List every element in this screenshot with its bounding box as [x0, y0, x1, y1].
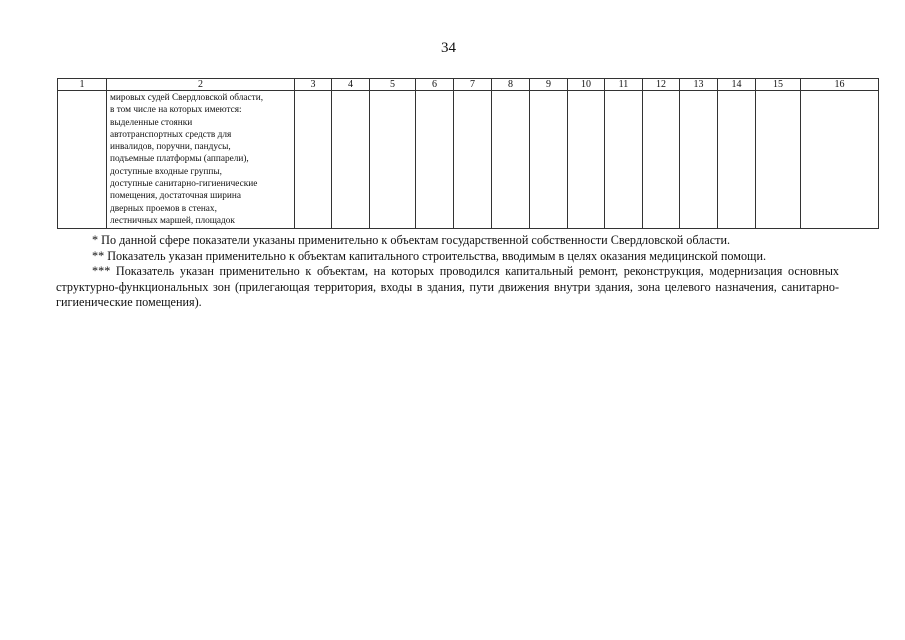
table-cell — [643, 91, 680, 229]
description-line: доступные входные группы, — [110, 166, 222, 177]
column-header: 14 — [718, 79, 756, 91]
description-line: инвалидов, поручни, пандусы, — [110, 142, 231, 153]
table-cell — [370, 91, 416, 229]
description-line: автотранспортных средств для — [110, 129, 232, 140]
table-cell — [295, 91, 332, 229]
column-header: 15 — [756, 79, 801, 91]
table-cell — [530, 91, 568, 229]
column-header: 16 — [801, 79, 879, 91]
footnote: *** Показатель указан применительно к объектам, на которых проводился капитальный ремонт, реконструкция, модернизация основных структурно-функциональных зон (прилегающая территория, входы в здания, пути движения внутри здания, зона целевого назначения, санитарно-гигиенические помещения). — [56, 264, 839, 309]
table-cell — [718, 91, 756, 229]
table-cell — [605, 91, 643, 229]
description-line: мировых судей Свердловской области, — [110, 93, 264, 103]
column-header: 12 — [643, 79, 680, 91]
column-header: 11 — [605, 79, 643, 91]
description-line: дверных проемов в стенах, — [110, 203, 217, 214]
table-row — [58, 91, 879, 229]
data-table — [57, 78, 879, 229]
table-cell — [568, 91, 605, 229]
description-line: помещения, достаточная ширина — [110, 191, 242, 202]
footnote: * По данной сфере показатели указаны применительно к объектам государственной собственности Свердловской области. — [92, 233, 731, 247]
table-cell — [680, 91, 718, 229]
table-header-row — [58, 79, 879, 91]
column-header: 5 — [370, 79, 416, 91]
column-header: 6 — [416, 79, 454, 91]
page-number: 34 — [441, 40, 456, 56]
column-header: 4 — [332, 79, 370, 91]
table-cell — [801, 91, 879, 229]
table-cell — [58, 91, 107, 229]
description-line: лестничных маршей, площадок — [110, 215, 235, 226]
table-cell — [492, 91, 530, 229]
column-header: 3 — [295, 79, 332, 91]
column-header: 8 — [492, 79, 530, 91]
description-line: подъемные платформы (аппарели), — [110, 154, 249, 165]
column-header: 7 — [454, 79, 492, 91]
table-cell — [416, 91, 454, 229]
table-cell — [756, 91, 801, 229]
description-cell — [107, 91, 295, 229]
description-line: в том числе на которых имеются: — [110, 105, 242, 116]
table-cell — [454, 91, 492, 229]
column-header: 10 — [568, 79, 605, 91]
column-header: 2 — [107, 79, 295, 91]
column-header: 9 — [530, 79, 568, 91]
description-line: доступные санитарно-гигиенические — [110, 179, 258, 190]
description-line: выделенные стоянки — [110, 117, 193, 128]
table-cell — [332, 91, 370, 229]
footnotes — [56, 233, 839, 311]
column-header: 1 — [58, 79, 107, 91]
column-header: 13 — [680, 79, 718, 91]
footnote: ** Показатель указан применительно к объектам капитального строительства, вводимым в целях оказания медицинской помощи. — [92, 248, 767, 263]
